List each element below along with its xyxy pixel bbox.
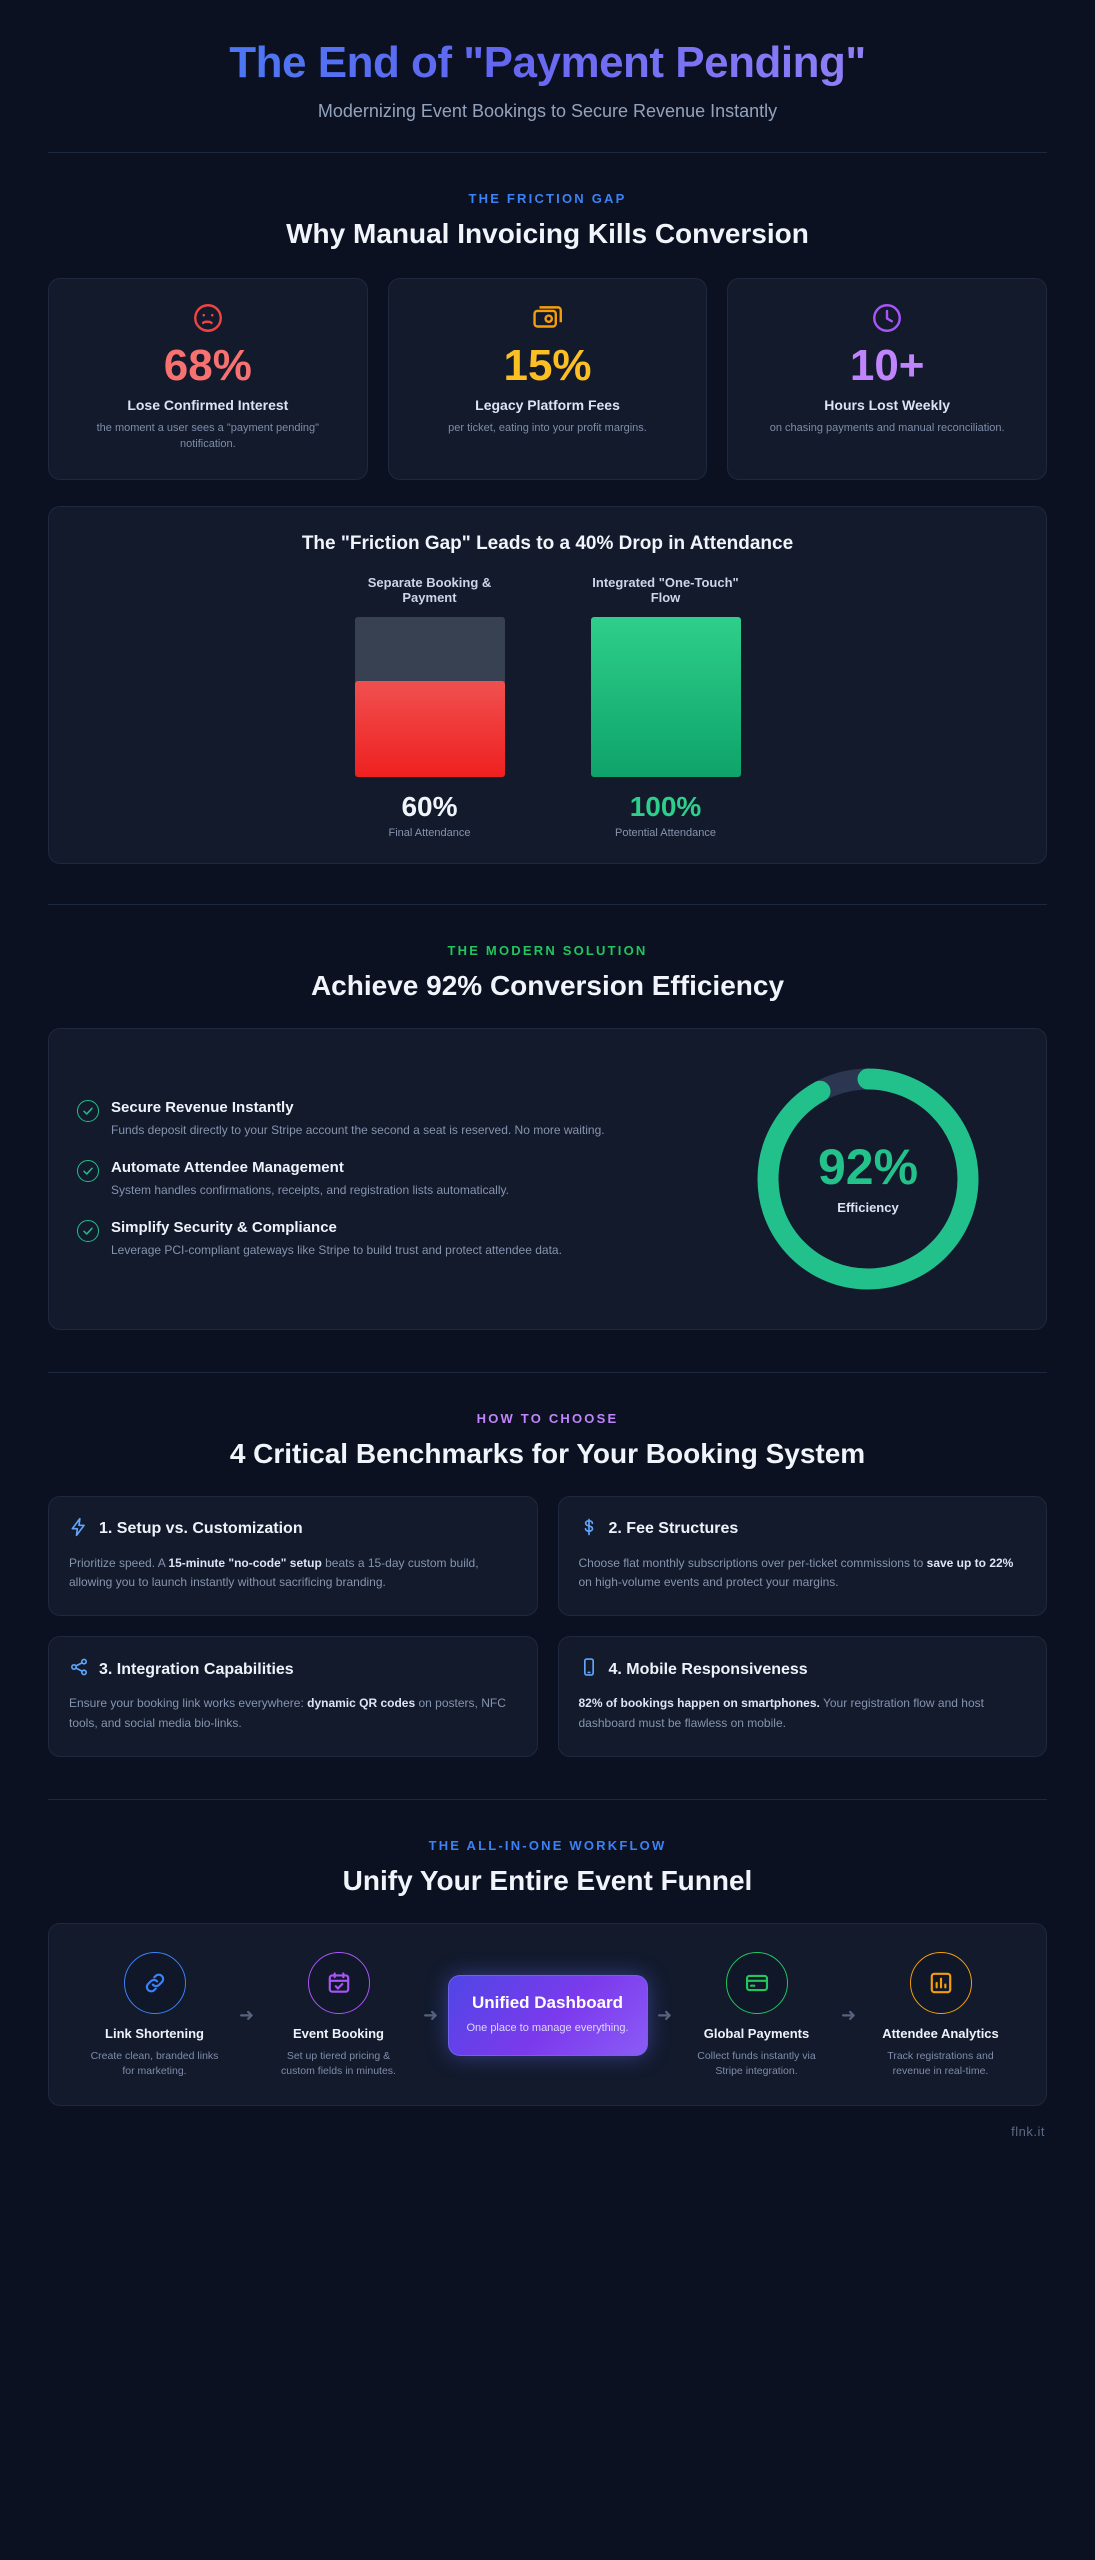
solution-panel — [48, 1028, 1047, 1330]
arrow-icon: ➜ — [422, 2005, 439, 2025]
divider — [48, 1372, 1047, 1373]
divider — [48, 152, 1047, 153]
donut-center — [748, 1059, 988, 1299]
chart-title: The "Friction Gap" Leads to a 40% Drop in Attendance — [301, 532, 794, 554]
stat-card — [727, 278, 1047, 480]
check-icon — [77, 1100, 99, 1122]
workflow-step-global-payments — [682, 1952, 832, 2079]
list-item — [77, 1159, 694, 1199]
bar-fill-separate — [355, 681, 505, 777]
page-subtitle: Modernizing Event Bookings to Secure Revenue Instantly — [317, 100, 778, 121]
bar-track — [591, 617, 741, 777]
clock-icon — [742, 301, 1032, 335]
bar-sublabel: Potential Attendance — [615, 826, 716, 839]
efficiency-donut — [748, 1059, 988, 1299]
friction-gap-section — [48, 191, 1047, 864]
list-item-heading: Automate Attendee Management — [111, 1158, 344, 1176]
workflow-step-name: Attendee Analytics — [882, 2025, 999, 2041]
unified-dashboard-hub[interactable] — [448, 1975, 648, 2056]
list-item-body: Leverage PCI-compliant gateways like Stripe to build trust and protect attendee data. — [111, 1242, 562, 1257]
share-nodes-icon — [69, 1657, 89, 1682]
stat-value: 15% — [503, 340, 592, 390]
attendance-chart-panel — [48, 506, 1047, 864]
list-item — [77, 1219, 694, 1259]
benchmark-body: 82% of bookings happen on smartphones. Your registration flow and host dashboard must be flawless on mobile. — [578, 1696, 984, 1731]
benchmarks-title: 4 Critical Benchmarks for Your Booking System — [229, 1437, 866, 1469]
benchmarks-grid — [48, 1496, 1047, 1757]
donut-caption: Efficiency — [837, 1200, 899, 1216]
workflow-step-attendee-analytics — [866, 1952, 1016, 2079]
workflow-diagram — [48, 1923, 1047, 2106]
bolt-icon — [69, 1517, 89, 1542]
workflow-eyebrow: THE ALL-IN-ONE WORKFLOW — [428, 1837, 667, 1853]
bar-value: 60% — [401, 790, 458, 822]
arrow-icon: ➜ — [840, 2005, 857, 2025]
calendar-check-icon — [308, 1952, 370, 2014]
footer-brand: flnk.it — [1011, 2124, 1045, 2140]
list-item-body: System handles confirmations, receipts, and registration lists automatically. — [111, 1182, 509, 1197]
list-item-heading: Secure Revenue Instantly — [111, 1098, 294, 1116]
workflow-step-desc: Collect funds instantly via Stripe integration. — [697, 2049, 816, 2077]
bar-chart — [73, 575, 1022, 839]
page-title: The End of "Payment Pending" — [48, 38, 1047, 89]
hub-desc: One place to manage everything. — [466, 2022, 629, 2035]
benchmark-card — [558, 1636, 1048, 1757]
hub-title: Unified Dashboard — [471, 1993, 624, 2013]
workflow-step-desc: Track registrations and revenue in real-time. — [887, 2049, 994, 2077]
workflow-step-name: Global Payments — [703, 2025, 810, 2041]
bar-track — [355, 617, 505, 777]
benchmark-card — [48, 1496, 538, 1617]
workflow-step-name: Link Shortening — [105, 2025, 204, 2041]
stat-label: Hours Lost Weekly — [824, 396, 951, 413]
donut-value: 92% — [817, 1139, 919, 1196]
efficiency-donut-wrap — [718, 1059, 1018, 1299]
benchmark-body: Prioritize speed. A 15-minute "no-code" setup beats a 15-day custom build, allowing you to launch instantly without sacrificing branding. — [69, 1555, 479, 1590]
benchmark-card — [48, 1636, 538, 1757]
list-item-heading: Simplify Security & Compliance — [111, 1218, 337, 1236]
arrow-icon: ➜ — [656, 2005, 673, 2025]
hero-section — [48, 0, 1047, 122]
solution-title: Achieve 92% Conversion Efficiency — [310, 969, 785, 1001]
stat-card — [48, 278, 368, 480]
list-item-body: Funds deposit directly to your Stripe account the second a seat is reserved. No more waiting. — [111, 1122, 605, 1137]
benchmark-card — [558, 1496, 1048, 1617]
divider — [48, 1799, 1047, 1800]
benchmark-body: Choose flat monthly subscriptions over per-ticket commissions to save up to 22% on high-volume events and protect your margins. — [578, 1555, 1014, 1590]
workflow-section — [48, 1838, 1047, 2139]
friction-eyebrow: THE FRICTION GAP — [468, 190, 627, 206]
benchmark-title: 2. Fee Structures — [608, 1520, 739, 1538]
stat-description: on chasing payments and manual reconciliation. — [769, 421, 1005, 434]
workflow-title: Unify Your Entire Event Funnel — [342, 1864, 753, 1896]
analytics-icon — [910, 1952, 972, 2014]
stat-label: Legacy Platform Fees — [475, 396, 620, 413]
bar-fill-integrated — [591, 617, 741, 777]
stat-label: Lose Confirmed Interest — [127, 396, 289, 413]
bar-group-integrated — [591, 575, 741, 839]
check-icon — [77, 1220, 99, 1242]
list-item — [77, 1099, 694, 1139]
divider — [48, 904, 1047, 905]
stat-card-row — [48, 278, 1047, 480]
benchmarks-section — [48, 1411, 1047, 1757]
stat-description: the moment a user sees a "payment pending" notification. — [96, 421, 320, 450]
stat-value: 10+ — [849, 340, 925, 390]
benchmarks-eyebrow: HOW TO CHOOSE — [476, 1410, 619, 1426]
stat-value: 68% — [163, 340, 252, 390]
benchmark-title: 4. Mobile Responsiveness — [608, 1660, 808, 1678]
bar-category-label: Separate Booking & Payment — [367, 574, 492, 605]
bar-category-label: Integrated "One-Touch" Flow — [592, 574, 739, 605]
bar-sublabel: Final Attendance — [388, 826, 471, 839]
workflow-step-link-shortening — [80, 1952, 230, 2079]
friction-title: Why Manual Invoicing Kills Conversion — [286, 217, 809, 249]
workflow-step-event-booking — [264, 1952, 414, 2079]
solution-list — [77, 1099, 694, 1259]
check-icon — [77, 1160, 99, 1182]
credit-card-icon — [403, 301, 693, 335]
stat-description: per ticket, eating into your profit margins. — [448, 421, 647, 434]
bar-group-separate — [355, 575, 505, 839]
stat-card — [388, 278, 708, 480]
frown-icon — [63, 301, 353, 335]
workflow-step-desc: Set up tiered pricing & custom fields in minutes. — [281, 2049, 396, 2077]
workflow-step-name: Event Booking — [292, 2025, 384, 2041]
link-icon — [124, 1952, 186, 2014]
solution-eyebrow: THE MODERN SOLUTION — [447, 942, 648, 958]
mobile-icon — [579, 1657, 599, 1682]
benchmark-title: 1. Setup vs. Customization — [99, 1520, 303, 1538]
payment-icon — [726, 1952, 788, 2014]
dollar-icon — [579, 1517, 599, 1542]
benchmark-body: Ensure your booking link works everywhere: dynamic QR codes on posters, NFC tools, and social media bio-links. — [69, 1696, 506, 1731]
solution-section — [48, 943, 1047, 1330]
workflow-step-desc: Create clean, branded links for marketing. — [90, 2049, 219, 2077]
benchmark-title: 3. Integration Capabilities — [99, 1660, 294, 1678]
bar-value: 100% — [629, 790, 702, 822]
arrow-icon: ➜ — [238, 2005, 255, 2025]
